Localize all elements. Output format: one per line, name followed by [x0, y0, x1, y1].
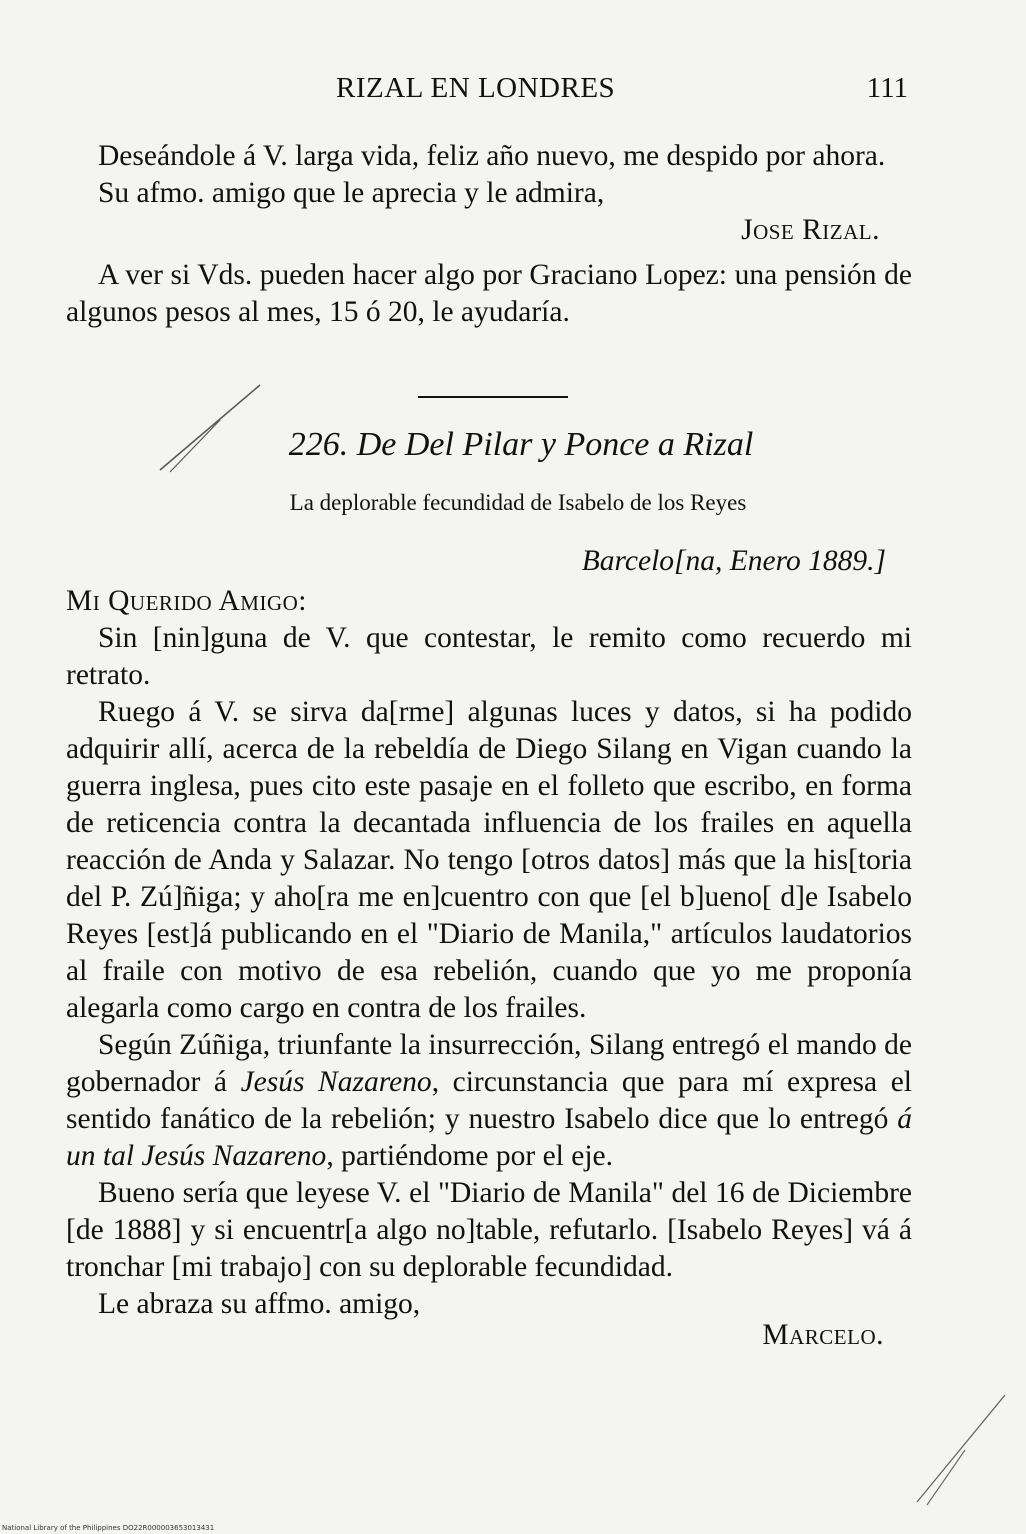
italic-run: Jesús Nazareno [240, 1066, 432, 1098]
postscript-paragraph: A ver si Vds. pueden hacer algo por Graciano Lopez: una pensión de algunos pesos al mes, 15 ó 20, le ayudaría. [66, 259, 912, 328]
body-paragraph [66, 1027, 912, 1175]
text-run: , circunstancia que para mí expresa el sentido fanático de la rebelión; y nuestro Isabelo dice que lo entregó [66, 1066, 912, 1135]
place-date: Barcelo[na, Enero 1889.] [581, 545, 886, 577]
previous-letter-closing [66, 138, 912, 331]
signature-rizal: Jose Rizal. [741, 214, 880, 246]
page-number: 111 [866, 72, 908, 104]
pencil-stroke [917, 1395, 1005, 1502]
pencil-mark [905, 1390, 1015, 1510]
farewell-paragraph: Deseándole á V. larga vida, feliz año nuevo, me despido por ahora. [98, 140, 886, 172]
body-paragraph: Bueno sería que leyese V. el "Diario de Manila" del 16 de Diciembre [de 1888] y si encuentr[a algo no]table, refutarlo. [Isabelo Reyes] vá á tronchar [mi trabajo] con su deplorable fecundidad. [66, 1177, 912, 1283]
text-run: Según Zúñiga, triunfante la insurrección, Silang entregó el mando de gobernador á [66, 1029, 912, 1098]
letter-body [66, 583, 912, 1354]
pencil-stroke [927, 1450, 965, 1505]
signature-marcelo: Marcelo. [762, 1319, 884, 1351]
running-title: RIZAL EN LONDRES [336, 72, 616, 104]
closing-line: Le abraza su affmo. amigo, [98, 1288, 421, 1320]
letter-heading: 226. De Del Pilar y Ponce a Rizal [288, 426, 754, 463]
page-header [66, 72, 912, 116]
section-divider [418, 396, 568, 398]
body-paragraph: Ruego á V. se sirva da[rme] algunas luces y datos, si ha podido adquirir allí, acerca de la rebeldía de Diego Silang en Vigan cuando la guerra inglesa, pues cito este pasaje en el folleto que escribo, en forma de reticencia contra la decantada influencia de los frailes en aquella reacción de Anda y Salazar. No tengo [otros datos] más que la his[toria del P. Zú]ñiga; y aho[ra me en]cuentro con que [el b]ueno[ d]e Isabelo Reyes [est]á publicando en el "Diario de Manila," artículos laudatorios al fraile con motivo de esa rebelión, cuando que yo me proponía alegarla como cargo en contra de los frailes. [66, 696, 912, 1024]
letter-subheading: La deplorable fecundidad de Isabelo de los Reyes [289, 490, 747, 515]
salutation: Mi Querido Amigo: [66, 585, 307, 617]
regards-paragraph: Su afmo. amigo que le aprecia y le admira, [98, 177, 605, 209]
body-paragraph: Sin [nin]guna de V. que contestar, le remito como recuerdo mi retrato. [66, 622, 912, 691]
italic-run: á un tal Jesús Nazareno [66, 1103, 912, 1172]
scan-credit: National Library of the Philippines DO22R000003653013431 [2, 1524, 215, 1532]
text-run: , partiéndome por el eje. [326, 1140, 614, 1172]
